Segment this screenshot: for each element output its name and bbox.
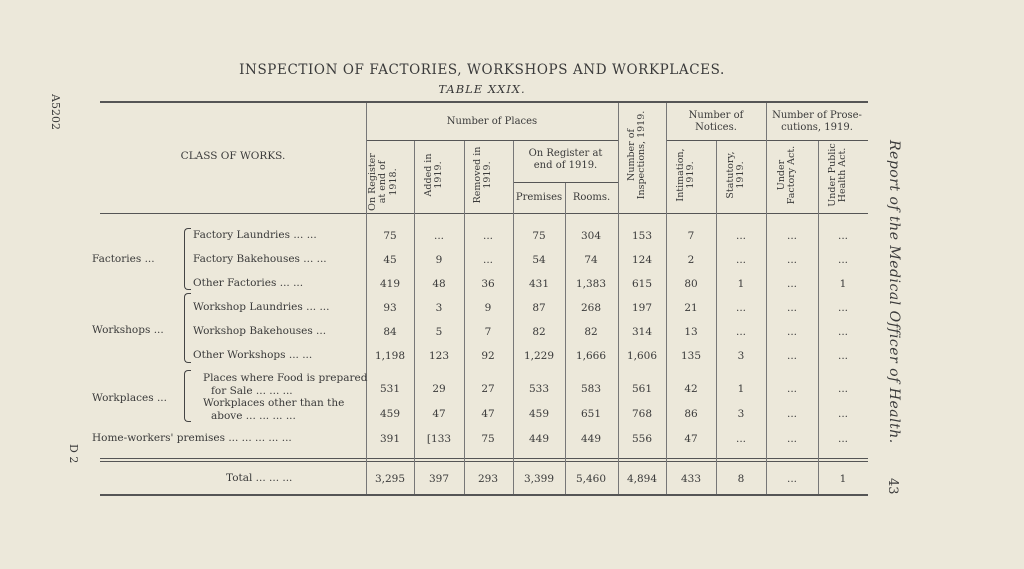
header-on-register-1918: On Register at end of 1918. <box>367 153 399 211</box>
table-cell: 314 <box>631 326 653 338</box>
table-cell: 124 <box>631 254 653 266</box>
table-cell: 2 <box>687 254 695 266</box>
table-cell: 27 <box>481 383 495 395</box>
table-cell: ... <box>837 408 848 420</box>
group-label-workshops: Workshops ... <box>92 324 164 336</box>
group-label-workplaces: Workplaces ... <box>92 392 167 404</box>
header-public-health-act: Under Public Health Act. <box>827 143 849 207</box>
table-cell: 86 <box>684 408 698 420</box>
table-cell: ... <box>837 326 848 338</box>
row-label: Other Workshops ... ... <box>193 349 313 361</box>
total-cell: 5,460 <box>575 473 607 485</box>
header-prosecutions: Number of Prose- cutions, 1919. <box>772 110 862 133</box>
total-cell: 4,894 <box>626 473 658 485</box>
table-top-rule <box>100 101 868 103</box>
table-cell: 391 <box>379 433 401 445</box>
table-cell: ... <box>482 230 493 242</box>
table-cell: 3 <box>737 350 745 362</box>
table-cell: 21 <box>684 302 698 314</box>
margin-reference-2: D 2 <box>67 444 80 464</box>
total-cell: ... <box>786 473 797 485</box>
page-number: 43 <box>885 478 900 495</box>
table-cell: ... <box>786 302 797 314</box>
row-label: Workplaces other than the <box>203 397 345 409</box>
table-cell: ... <box>786 383 797 395</box>
table-cell: ... <box>837 302 848 314</box>
running-title: Report of the Medical Officer of Health. <box>886 140 902 444</box>
header-premises: Premises <box>515 192 563 203</box>
row-label: Other Factories ... ... <box>193 277 304 289</box>
table-subtitle: TABLE XXIX. <box>438 82 526 96</box>
table-cell: 419 <box>379 278 401 290</box>
table-cell: 431 <box>528 278 550 290</box>
table-cell: 583 <box>580 383 602 395</box>
table-cell: 75 <box>481 433 495 445</box>
group-brace <box>184 293 191 363</box>
table-cell: 123 <box>428 350 450 362</box>
table-cell: 36 <box>481 278 495 290</box>
table-cell: ... <box>837 350 848 362</box>
table-cell: 75 <box>383 230 397 242</box>
table-cell: ... <box>786 326 797 338</box>
table-cell: 87 <box>532 302 546 314</box>
header-factory-act: Under Factory Act. <box>776 145 798 205</box>
table-cell: ... <box>735 254 746 266</box>
table-cell: 304 <box>580 230 602 242</box>
table-cell: 93 <box>383 302 397 314</box>
table-cell: ... <box>735 302 746 314</box>
table-cell: 459 <box>528 408 550 420</box>
header-removed-1919: Removed in 1919. <box>472 146 494 204</box>
table-bottom-rule <box>100 494 868 496</box>
total-cell: 293 <box>477 473 499 485</box>
table-cell: ... <box>482 254 493 266</box>
group-brace <box>184 228 191 290</box>
table-cell: 45 <box>383 254 397 266</box>
table-cell: ... <box>837 433 848 445</box>
table-cell: 3 <box>435 302 443 314</box>
group-brace <box>184 370 191 422</box>
row-label: Workshop Laundries ... ... <box>193 301 330 313</box>
table-cell: 449 <box>580 433 602 445</box>
table-cell: 47 <box>432 408 446 420</box>
table-cell: 13 <box>684 326 698 338</box>
total-label: Total ... ... ... <box>226 472 293 484</box>
table-cell: 449 <box>528 433 550 445</box>
table-cell: ... <box>786 230 797 242</box>
header-rooms: Rooms. <box>572 192 611 203</box>
table-cell: 9 <box>484 302 492 314</box>
table-cell: 533 <box>528 383 550 395</box>
table-cell: 3 <box>737 408 745 420</box>
table-cell: 42 <box>684 383 698 395</box>
row-label: Workshop Bakehouses ... <box>193 325 327 337</box>
table-cell: 651 <box>580 408 602 420</box>
table-cell: 459 <box>379 408 401 420</box>
table-cell: 1,383 <box>575 278 607 290</box>
table-cell: 74 <box>584 254 598 266</box>
table-cell: ... <box>735 433 746 445</box>
margin-reference: A5202 <box>49 94 62 130</box>
table-cell: 47 <box>684 433 698 445</box>
table-cell: 47 <box>481 408 495 420</box>
total-cell: 1 <box>839 473 847 485</box>
row-label: Home-workers' premises ... ... ... ... ... <box>92 432 292 444</box>
table-cell: ... <box>786 278 797 290</box>
row-label: Places where Food is prepared <box>203 372 368 384</box>
table-cell: 7 <box>484 326 492 338</box>
table-cell: 268 <box>580 302 602 314</box>
table-cell: 531 <box>379 383 401 395</box>
table-cell: 1,229 <box>523 350 555 362</box>
table-cell: 135 <box>680 350 702 362</box>
table-cell: ... <box>786 433 797 445</box>
header-statutory: Statutory, 1919. <box>725 151 747 199</box>
table-cell: 1,606 <box>626 350 658 362</box>
table-cell: 82 <box>532 326 546 338</box>
table-cell: 75 <box>532 230 546 242</box>
table-cell: 54 <box>532 254 546 266</box>
header-added-1919: Added in 1919. <box>423 153 445 197</box>
table-cell: ... <box>837 230 848 242</box>
header-number-of-places: Number of Places <box>446 116 538 127</box>
table-cell: ... <box>433 230 444 242</box>
row-label: above ... ... ... ... <box>211 410 296 422</box>
row-label: for Sale ... ... ... <box>211 385 293 397</box>
table-cell: 197 <box>631 302 653 314</box>
document-title: INSPECTION OF FACTORIES, WORKSHOPS AND WORKPLACES. <box>239 62 725 78</box>
table-cell: 84 <box>383 326 397 338</box>
table-cell: 7 <box>687 230 695 242</box>
header-on-register-1919: On Register at end of 1919. <box>528 148 603 171</box>
table-cell: [133 <box>426 433 452 445</box>
table-cell: 9 <box>435 254 443 266</box>
table-cell: 29 <box>432 383 446 395</box>
table-cell: 80 <box>684 278 698 290</box>
table-cell: 5 <box>435 326 443 338</box>
table-cell: ... <box>837 383 848 395</box>
row-label: Factory Laundries ... ... <box>193 229 317 241</box>
table-cell: 1 <box>839 278 847 290</box>
total-top-rule <box>100 458 868 459</box>
table-cell: ... <box>786 350 797 362</box>
total-top-rule-2 <box>100 461 868 462</box>
table-cell: 92 <box>481 350 495 362</box>
header-inspections: Number of Inspections, 1919. <box>626 110 648 200</box>
table-cell: 1,198 <box>374 350 406 362</box>
table-cell: 556 <box>631 433 653 445</box>
table-cell: 615 <box>631 278 653 290</box>
header-class-of-works: CLASS OF WORKS. <box>180 150 286 162</box>
table-cell: ... <box>786 254 797 266</box>
header-intimation: Intimation, 1919. <box>675 148 697 202</box>
table-cell: 48 <box>432 278 446 290</box>
header-notices: Number of Notices. <box>688 110 744 133</box>
table-cell: ... <box>735 230 746 242</box>
table-cell: ... <box>837 254 848 266</box>
total-cell: 3,399 <box>523 473 555 485</box>
table-cell: 768 <box>631 408 653 420</box>
total-cell: 433 <box>680 473 702 485</box>
table-cell: 561 <box>631 383 653 395</box>
table-cell: ... <box>735 326 746 338</box>
table-cell: ... <box>786 408 797 420</box>
row-label: Factory Bakehouses ... ... <box>193 253 327 265</box>
table-cell: 153 <box>631 230 653 242</box>
table-cell: 1 <box>737 383 745 395</box>
table-cell: 1 <box>737 278 745 290</box>
total-cell: 3,295 <box>374 473 406 485</box>
total-cell: 8 <box>737 473 745 485</box>
table-cell: 1,666 <box>575 350 607 362</box>
total-cell: 397 <box>428 473 450 485</box>
table-cell: 82 <box>584 326 598 338</box>
group-label-factories: Factories ... <box>92 253 155 265</box>
